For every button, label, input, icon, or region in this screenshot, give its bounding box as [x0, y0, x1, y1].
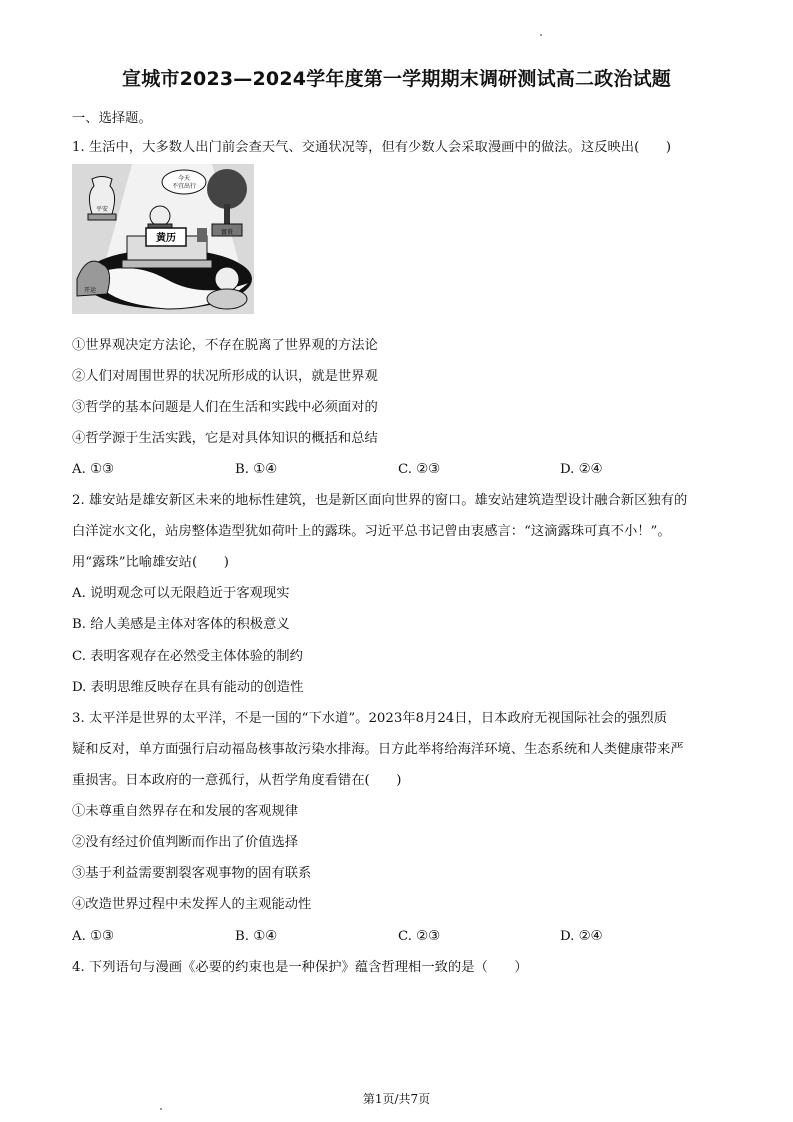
section-heading: 一、选择题。 — [72, 111, 152, 126]
cartoon-book-label: 黄历 — [156, 233, 176, 244]
q1-item-1: ①世界观决定方法论，不存在脱离了世界观的方法论 — [72, 338, 378, 353]
q2-stem-line1: 2. 雄安站是雄安新区未来的地标性建筑，也是新区面向世界的窗口。雄安站建筑造型设计融合新区独有的 — [72, 493, 688, 508]
cartoon-speech-line1: 今天 — [177, 175, 191, 182]
q3-option-a: A. ①③ — [72, 929, 114, 944]
q3-option-c: C. ②③ — [398, 929, 440, 944]
scan-dot — [160, 1108, 162, 1110]
q3-stem-line1: 3. 太平洋是世界的太平洋，不是一国的“下水道”。2023年8月24日，日本政府无视国际社会的强烈质 — [72, 711, 668, 726]
page-footer: 第1页/共7页 — [362, 1092, 431, 1106]
scan-dot — [540, 34, 542, 36]
q3-option-b: B. ①④ — [235, 929, 278, 944]
q3-item-3: ③基于利益需要割裂客观事物的固有联系 — [72, 866, 312, 881]
q2-option-d: D. 表明思维反映存在具有能动的创造性 — [72, 680, 304, 695]
q1-item-4: ④哲学源于生活实践，它是对具体知识的概括和总结 — [72, 431, 378, 446]
q1-option-d: D. ②④ — [560, 462, 603, 477]
q3-item-2: ②没有经过价值判断而作出了价值选择 — [72, 835, 299, 850]
q3-stem-line3: 重损害。日本政府的一意孤行，从哲学角度看错在( ) — [72, 773, 402, 788]
q1-option-b: B. ①④ — [235, 462, 278, 477]
q2-stem-line2: 白洋淀水文化，站房整体造型犹如荷叶上的露珠。习近平总书记曾由衷感言：“这滴露珠可真不小！”。 — [72, 524, 671, 539]
q1-item-2: ②人们对周围世界的状况所形成的认识，就是世界观 — [72, 369, 378, 384]
q2-option-b: B. 给人美感是主体对客体的积极意义 — [72, 617, 290, 632]
q3-item-1: ①未尊重自然界存在和发展的客观规律 — [72, 804, 299, 819]
q2-option-a: A. 说明观念可以无限趋近于客观现实 — [72, 586, 290, 601]
cartoon-tree-label: 富贵 — [220, 229, 234, 236]
cartoon-speech-line2: 不宜出行 — [171, 183, 197, 190]
q1-item-3: ③哲学的基本问题是人们在生活和实践中必须面对的 — [72, 400, 378, 415]
q1-option-c: C. ②③ — [398, 462, 440, 477]
cartoon-stone-label: 开运 — [83, 287, 97, 294]
q1-stem: 1. 生活中，大多数人出门前会查天气、交通状况等，但有少数人会采取漫画中的做法。这反映出( ) — [72, 140, 672, 155]
page-title: 宣城市2023—2024学年度第一学期期末调研测试高二政治试题 — [122, 68, 671, 90]
q3-stem-line2: 疑和反对，单方面强行启动福岛核事故污染水排海。日方此举将给海洋环境、生态系统和人类健康带来严 — [72, 742, 684, 757]
q4-stem: 4. 下列语句与漫画《必要的约束也是一种保护》蕴含哲理相一致的是（ ） — [72, 960, 528, 975]
q3-option-d: D. ②④ — [560, 929, 603, 944]
q1-option-a: A. ①③ — [72, 462, 114, 477]
cartoon-image — [72, 164, 254, 314]
cartoon-vase-label: 平安 — [95, 206, 109, 213]
q2-stem-line3: 用“露珠”比喻雄安站( ) — [72, 555, 229, 570]
q3-item-4: ④改造世界过程中未发挥人的主观能动性 — [72, 897, 312, 912]
q2-option-c: C. 表明客观存在必然受主体体验的制约 — [72, 649, 303, 664]
